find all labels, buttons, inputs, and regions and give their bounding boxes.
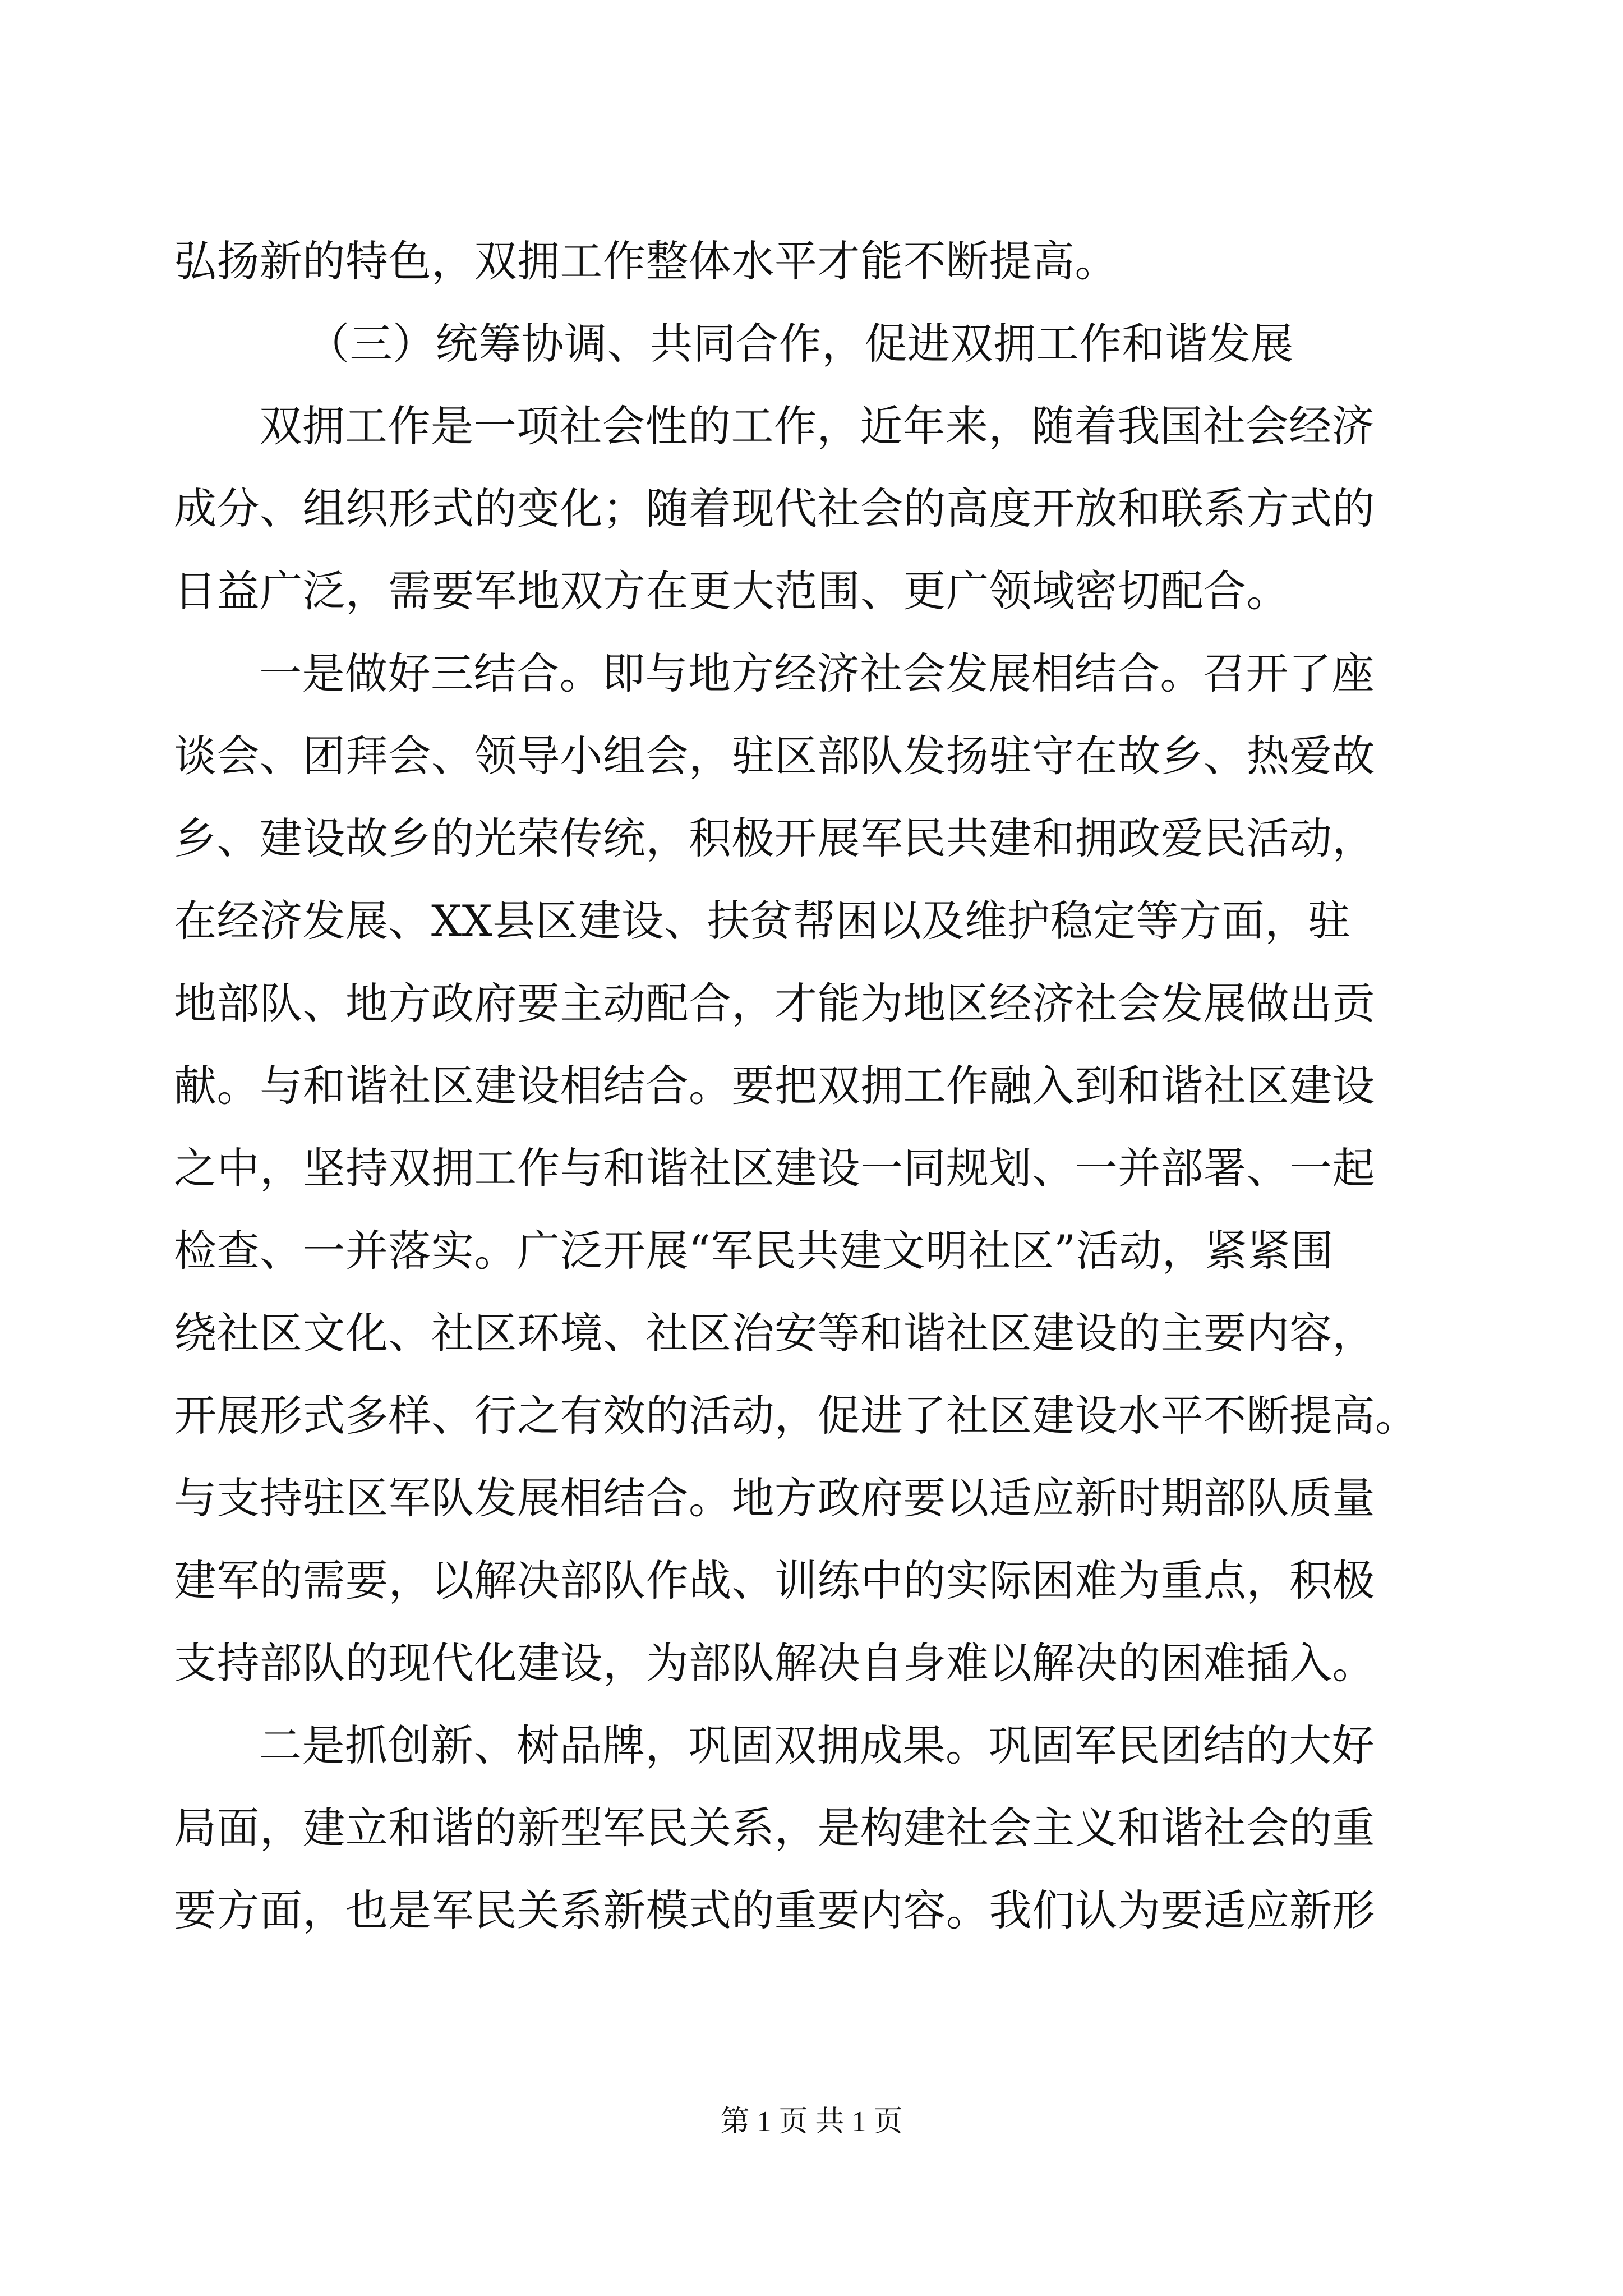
text-line: 成分、组织形式的变化；随着现代社会的高度开放和联系方式的 (174, 484, 1375, 533)
text-line: 献。与和谐社区建设相结合。要把双拥工作融入到和谐社区建设 (174, 1061, 1375, 1111)
body-text (174, 220, 1458, 1952)
text-line: 支持部队的现代化建设，为部队解决自身难以解决的困难插入。 (174, 1638, 1375, 1688)
text-line: 双拥工作是一项社会性的工作，近年来，随着我国社会经济 (259, 401, 1375, 451)
text-line: 二是抓创新、树品牌，巩固双拥成果。巩固军民团结的大好 (259, 1720, 1375, 1770)
text-line: 日益广泛，需要军地双方在更大范围、更广领域密切配合。 (174, 566, 1289, 616)
text-line: 地部队、地方政府要主动配合，才能为地区经济社会发展做出贡 (174, 978, 1375, 1028)
section-heading: （三）统筹协调、共同合作，促进双拥工作和谐发展 (307, 319, 1294, 369)
text-line: 要方面，也是军民关系新模式的重要内容。我们认为要适应新形 (174, 1885, 1375, 1935)
text-line: 局面，建立和谐的新型军民关系，是构建社会主义和谐社会的重 (174, 1803, 1375, 1853)
text-line: 建军的需要，以解决部队作战、训练中的实际困难为重点，积极 (174, 1556, 1375, 1605)
text-line: 弘扬新的特色，双拥工作整体水平才能不断提高。 (174, 236, 1118, 286)
text-line: 与支持驻区军队发展相结合。地方政府要以适应新时期部队质量 (174, 1473, 1375, 1523)
text-line: 乡、建设故乡的光荣传统，积极开展军民共建和拥政爱民活动， (174, 813, 1375, 863)
text-line: 之中，坚持双拥工作与和谐社区建设一同规划、一并部署、一起 (174, 1143, 1375, 1193)
text-line: 谈会、团拜会、领导小组会，驻区部队发扬驻守在故乡、热爱故 (174, 731, 1375, 781)
text-line: 绕社区文化、社区环境、社区治安等和谐社区建设的主要内容， (174, 1308, 1375, 1358)
page-footer: 第 1 页 共 1 页 (720, 2106, 903, 2138)
text-line: 开展形式多样、行之有效的活动，促进了社区建设水平不断提高。 (174, 1391, 1418, 1441)
text-line: 检查、一并落实。广泛开展“军民共建文明社区”活动，紧紧围 (174, 1226, 1334, 1276)
text-line: 一是做好三结合。即与地方经济社会发展相结合。召开了座 (259, 648, 1375, 698)
text-line: 在经济发展、XX县区建设、扶贫帮困以及维护稳定等方面，驻 (174, 896, 1351, 946)
